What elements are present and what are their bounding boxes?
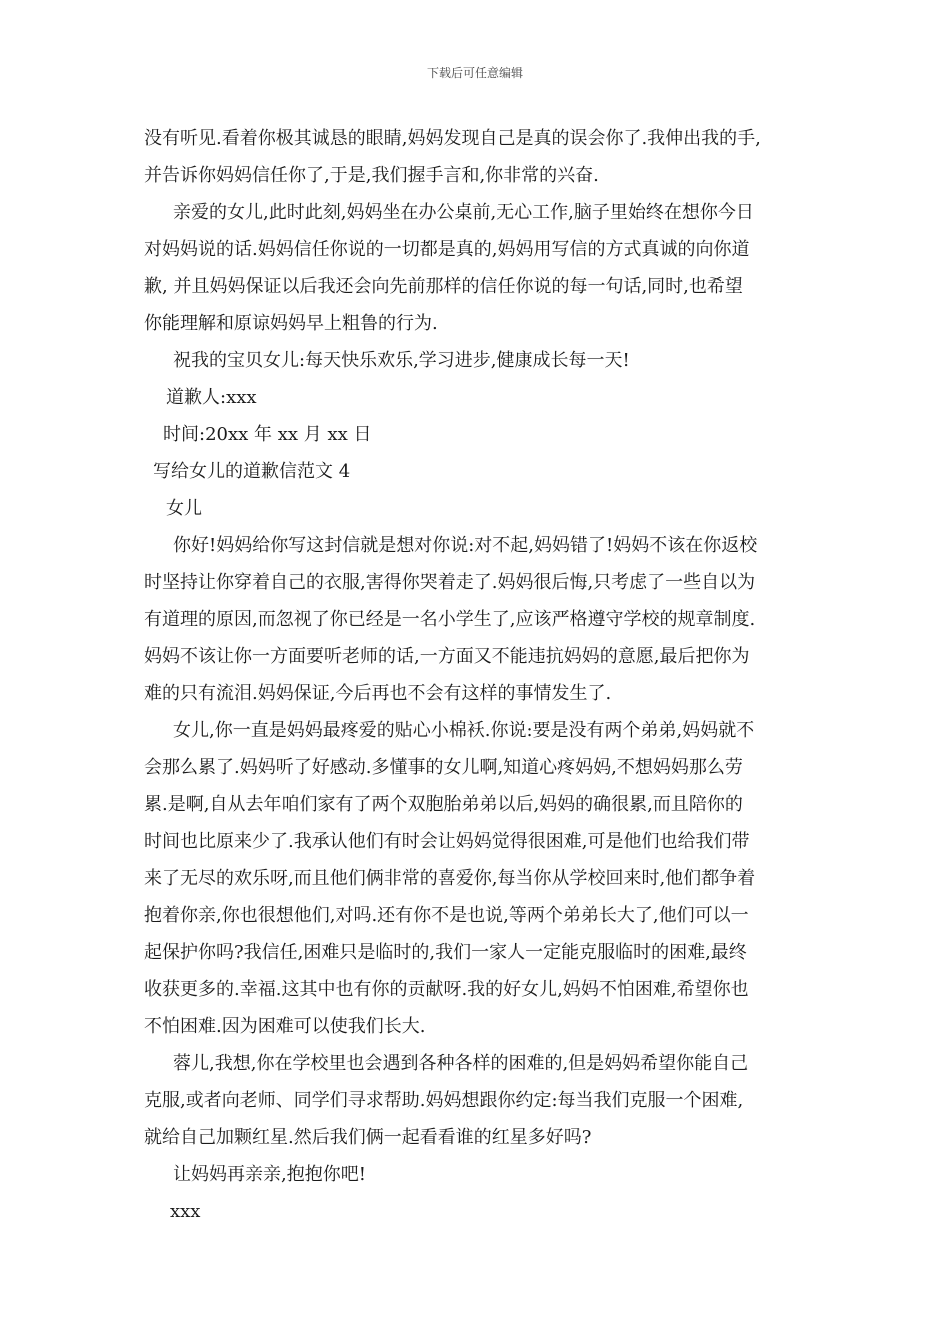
text-line: 抱着你亲,你也很想他们,对吗.还有你不是也说,等两个弟弟长大了,他们可以一: [144, 905, 749, 926]
text-line: 歉, 并且妈妈保证以后我还会向先前那样的信任你说的每一句话,同时,也希望: [144, 276, 743, 297]
text-line: 就给自己加颗红星.然后我们俩一起看看谁的红星多好吗?: [144, 1127, 592, 1148]
paragraph-start: 亲爱的女儿,此时此刻,妈妈坐在办公桌前,无心工作,脑子里始终在想你今日: [173, 202, 754, 223]
text-line: 没有听见.看着你极其诚恳的眼睛,妈妈发现自己是真的误会你了.我伸出我的手,: [144, 128, 761, 149]
section-title: 写给女儿的道歉信范文 4: [153, 461, 351, 482]
text-line: 时坚持让你穿着自己的衣服,害得你哭着走了.妈妈很后悔,只考虑了一些自以为: [144, 572, 756, 593]
text-line: 并告诉你妈妈信任你了,于是,我们握手言和,你非常的兴奋.: [144, 165, 599, 186]
document-body: [144, 120, 814, 1230]
text-line: 你能理解和原谅妈妈早上粗鲁的行为.: [144, 313, 438, 334]
text-line: 难的只有流泪.妈妈保证,今后再也不会有这样的事情发生了.: [144, 683, 612, 704]
text-line: 妈妈不该让你一方面要听老师的话,一方面又不能违抗妈妈的意愿,最后把你为: [144, 646, 750, 667]
date-line: 时间:20xx 年 xx 月 xx 日: [163, 424, 372, 445]
text-line: 克服,或者向老师、同学们寻求帮助.妈妈想跟你约定:每当我们克服一个困难,: [144, 1090, 744, 1111]
signature-line: 道歉人:xxx: [166, 387, 257, 408]
text-line: 对妈妈说的话.妈妈信任你说的一切都是真的,妈妈用写信的方式真诚的向你道: [144, 239, 750, 260]
paragraph-start: 蓉儿,我想,你在学校里也会遇到各种各样的困难的,但是妈妈希望你能自己: [173, 1053, 749, 1074]
page-header-note: 下载后可任意编辑: [426, 66, 523, 80]
closing-line: 让妈妈再亲亲,抱抱你吧!: [173, 1164, 366, 1185]
text-line: 收获更多的.幸福.这其中也有你的贡献呀.我的好女儿,妈妈不怕困难,希望你也: [144, 979, 749, 1000]
paragraph-start: 你好!妈妈给你写这封信就是想对你说:对不起,妈妈错了!妈妈不该在你返校: [173, 535, 758, 556]
blessing-line: 祝我的宝贝女儿:每天快乐欢乐,学习进步,健康成长每一天!: [173, 350, 630, 371]
text-line: 会那么累了.妈妈听了好感动.多懂事的女儿啊,知道心疼妈妈,不想妈妈那么劳: [144, 757, 743, 778]
text-line: 有道理的原因,而忽视了你已经是一名小学生了,应该严格遵守学校的规章制度.: [144, 609, 756, 630]
text-line: 时间也比原来少了.我承认他们有时会让妈妈觉得很困难,可是他们也给我们带: [144, 831, 750, 852]
text-line: 起保护你吗?我信任,困难只是临时的,我们一家人一定能克服临时的困难,最终: [144, 942, 747, 963]
salutation: 女儿: [166, 498, 202, 519]
text-line: 来了无尽的欢乐呀,而且他们俩非常的喜爱你,每当你从学校回来时,他们都争着: [144, 868, 756, 889]
paragraph-start: 女儿,你一直是妈妈最疼爱的贴心小棉袄.你说:要是没有两个弟弟,妈妈就不: [173, 720, 755, 741]
text-line: 不怕困难.因为困难可以使我们长大.: [144, 1016, 426, 1037]
text-line: 累.是啊,自从去年咱们家有了两个双胞胎弟弟以后,妈妈的确很累,而且陪你的: [144, 794, 743, 815]
signature-line: xxx: [170, 1201, 201, 1222]
